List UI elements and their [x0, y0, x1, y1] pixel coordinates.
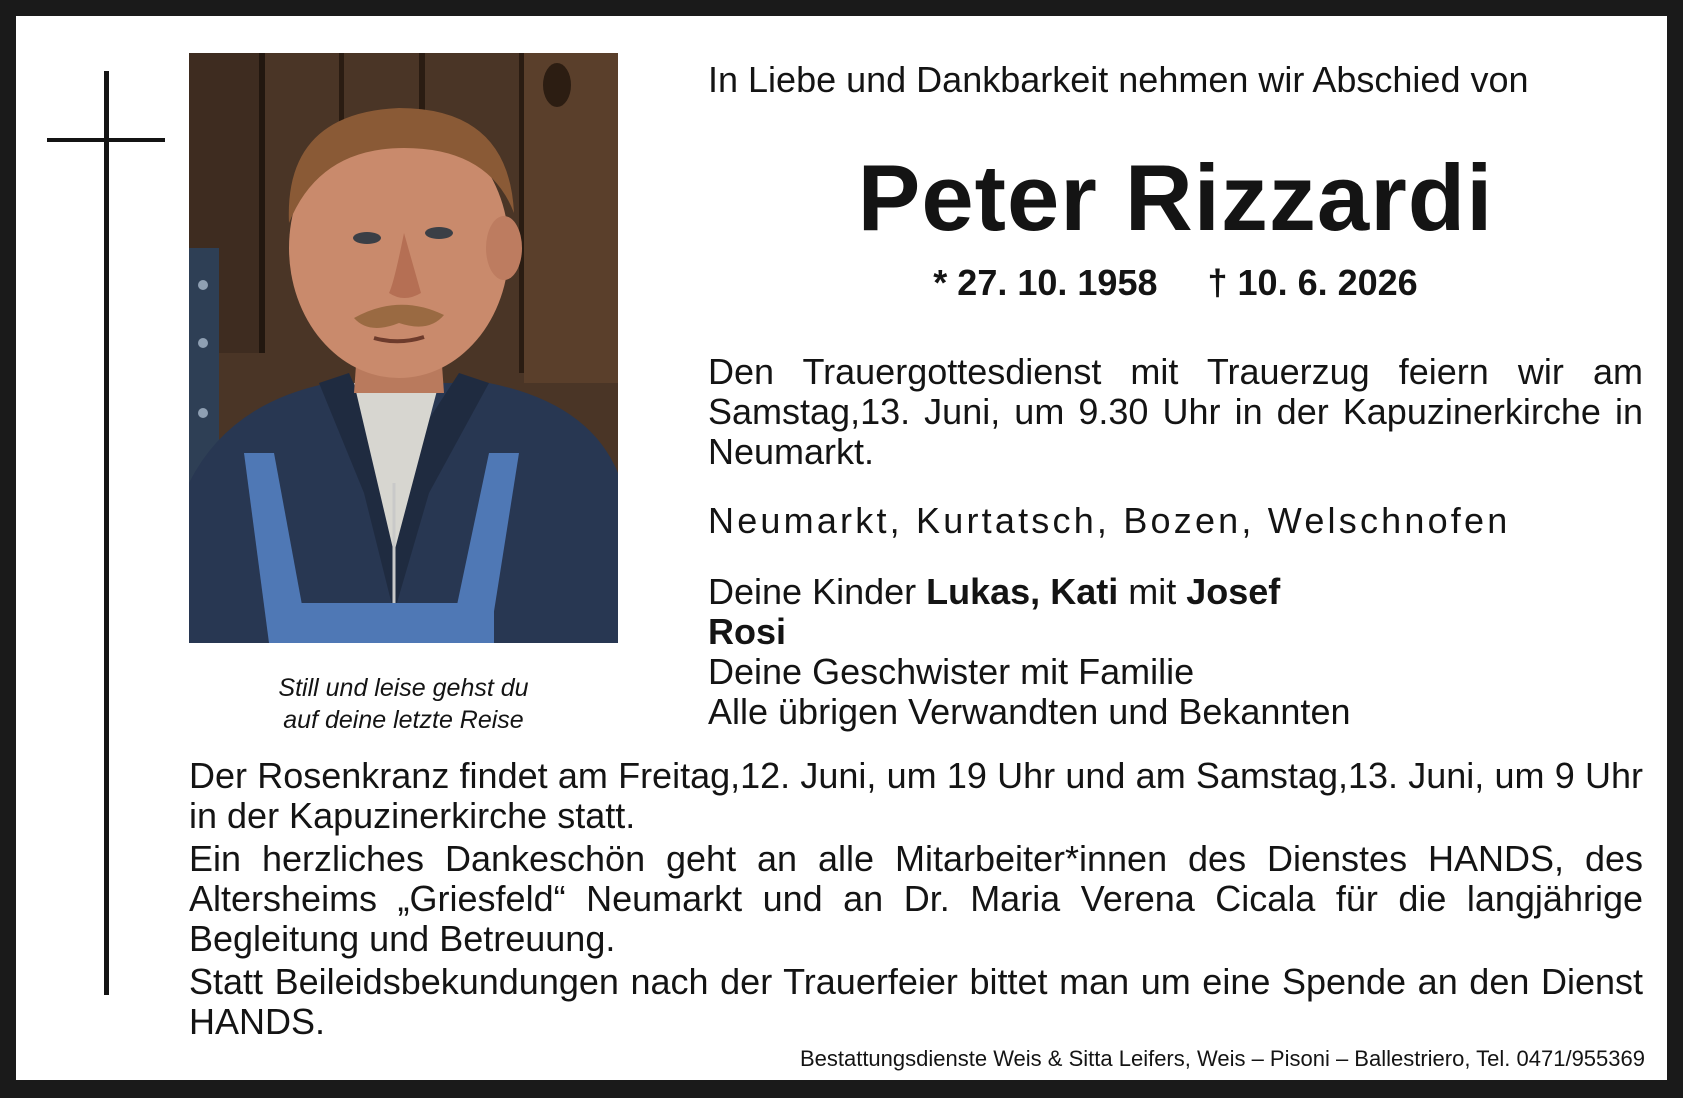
cross-icon-horizontal	[47, 138, 165, 142]
mourners-siblings: Deine Geschwister mit Familie	[708, 651, 1195, 692]
cross-icon-vertical	[104, 71, 109, 995]
intro-line: In Liebe und Dankbarkeit nehmen wir Abschied von	[708, 59, 1529, 100]
mourners-list	[708, 572, 1643, 732]
notice-body	[189, 756, 1643, 1045]
obituary-notice	[16, 16, 1667, 1080]
places-line: Neumarkt, Kurtatsch, Bozen, Welschnofen	[708, 500, 1511, 541]
life-dates	[708, 262, 1643, 304]
birth-date: * 27. 10. 1958	[933, 262, 1158, 303]
donation-paragraph: Statt Beileidsbekundungen nach der Trauerfeier bittet man um eine Spende an den Dienst HANDS.	[189, 961, 1643, 1042]
deceased-name: Peter Rizzardi	[857, 145, 1494, 250]
portrait-photo	[189, 53, 618, 643]
thanks-paragraph: Ein herzliches Dankeschön geht an alle Mitarbeiter*innen des Dienstes HANDS, des Altersheims „Griesfeld“ Neumarkt und an Dr. Maria Verena Cicala für die langjährige Begleitung und Betreuung.	[189, 838, 1643, 959]
caption-line: Still und leise gehst du	[278, 674, 529, 702]
rosary-paragraph: Der Rosenkranz findet am Freitag,12. Juni, um 19 Uhr und am Samstag,13. Juni, um 9 Uhr in der Kapuzinerkirche statt.	[189, 755, 1643, 836]
photo-caption	[189, 672, 618, 736]
mourners-others: Alle übrigen Verwandten und Bekannten	[708, 691, 1351, 732]
service-announcement: Den Trauergottesdienst mit Trauerzug feiern wir am Samstag,13. Juni, um 9.30 Uhr in der Kapuzinerkirche in Neumarkt.	[708, 351, 1643, 472]
death-date: † 10. 6. 2026	[1207, 262, 1418, 303]
funeral-home-footer: Bestattungsdienste Weis & Sitta Leifers, Weis – Pisoni – Ballestriero, Tel. 0471/955369	[799, 1046, 1645, 1071]
mourners-children: Deine Kinder Lukas, Kati mit Josef	[708, 571, 1281, 612]
mourners-rosi: Rosi	[708, 611, 787, 652]
caption-line: auf deine letzte Reise	[283, 706, 524, 734]
